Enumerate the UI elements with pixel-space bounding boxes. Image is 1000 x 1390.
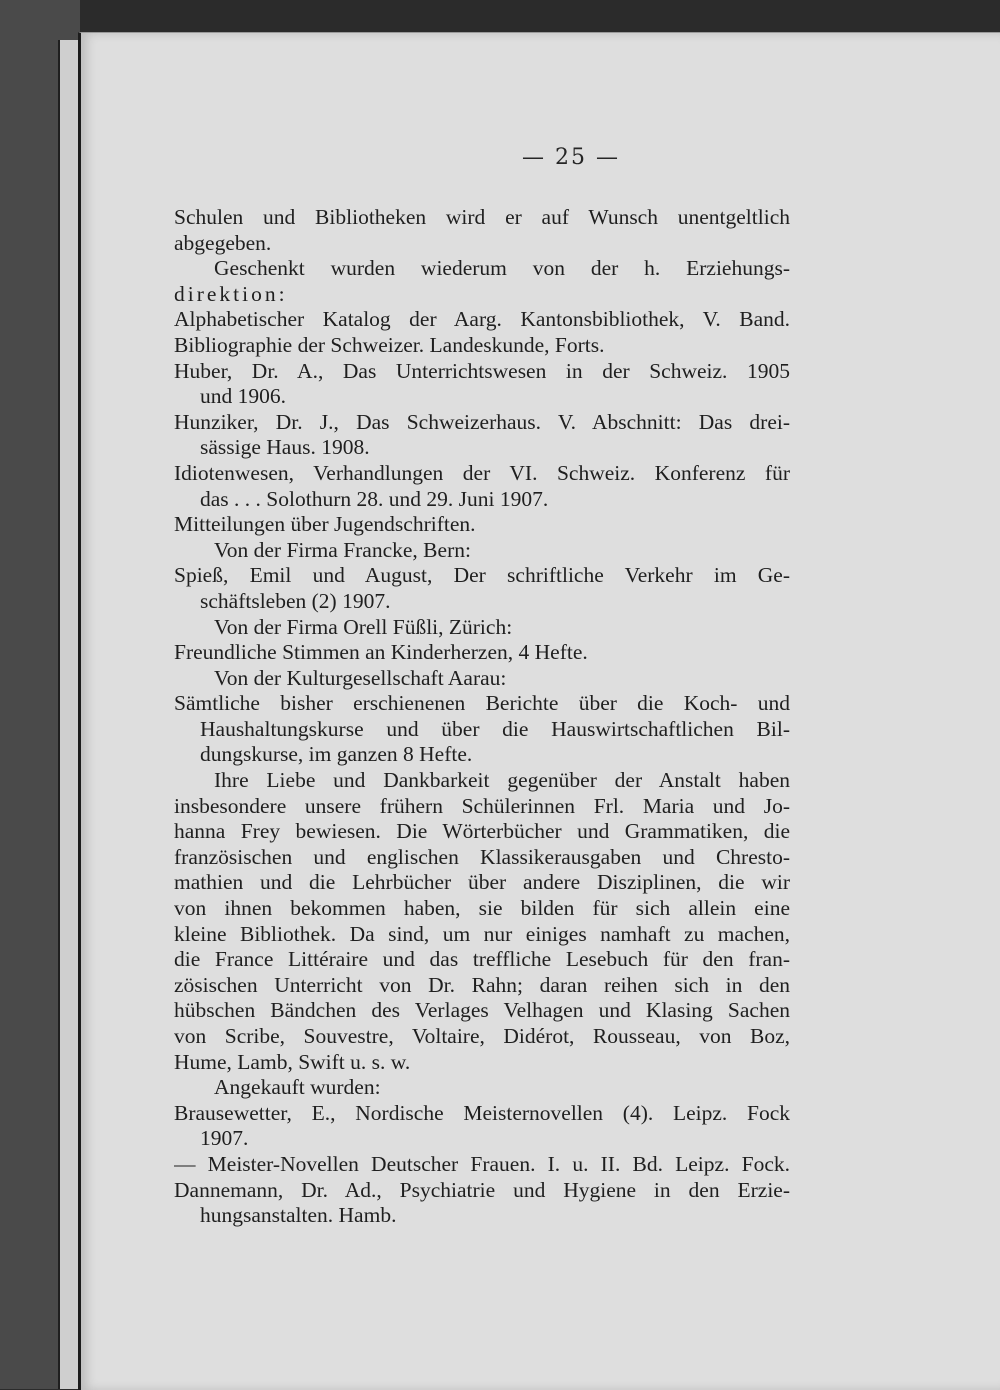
text-line: Mitteilungen über Jugendschriften. (174, 512, 476, 537)
text-line: Bibliographie der Schweizer. Landeskunde, Forts. (174, 332, 605, 357)
text-line: das . . . Solothurn 28. und 29. Juni 1907. (200, 486, 549, 511)
text-line: Schulen und Bibliotheken wird er auf Wunsch unentgeltlich (174, 205, 790, 229)
text-line: die France Littéraire und das treffliche Lesebuch für den fran- (174, 947, 790, 972)
text-line: Angekauft wurden: (214, 1075, 381, 1100)
text-line: hübschen Bändchen des Verlages Velhagen und Klasing Sachen (174, 998, 790, 1023)
text-line: Huber, Dr. A., Das Unterrichtswesen in der Schweiz. 1905 (174, 358, 790, 383)
text-line: zösischen Unterricht von Dr. Rahn; daran reihen sich in den (174, 972, 790, 997)
text-line: Sämtliche bisher erschienenen Berichte über die Koch- und (174, 691, 790, 716)
text-line: französischen und englischen Klassikerausgaben und Chresto- (174, 844, 790, 869)
text-line: Freundliche Stimmen an Kinderherzen, 4 Hefte. (174, 640, 588, 665)
text-line: insbesondere unsere frühern Schülerinnen Frl. Maria und Jo- (174, 793, 790, 818)
text-line: Spieß, Emil und August, Der schriftliche Verkehr im Ge- (174, 563, 790, 588)
text-line: hungsanstalten. Hamb. (200, 1203, 397, 1228)
book-page (78, 32, 1000, 1390)
text-line: schäftsleben (2) 1907. (200, 588, 391, 613)
text-line: abgegeben. (174, 230, 272, 255)
text-line: Von der Kulturgesellschaft Aarau: (214, 665, 507, 690)
text-line: Brausewetter, E., Nordische Meisternovellen (4). Leipz. Fock (174, 1100, 790, 1125)
text-line: Dannemann, Dr. Ad., Psychiatrie und Hygiene in den Erzie- (174, 1177, 790, 1202)
text-line: Idiotenwesen, Verhandlungen der VI. Schweiz. Konferenz für (174, 460, 790, 485)
text-line: Geschenkt wurden wiederum von der h. Erziehungs- (214, 256, 790, 281)
text-line: Von der Firma Orell Füßli, Zürich: (214, 614, 513, 639)
page-text (174, 205, 790, 1229)
text-line: 1907. (200, 1126, 249, 1151)
text-line: — Meister-Novellen Deutscher Frauen. I. u. II. Bd. Leipz. Fock. (174, 1151, 790, 1176)
text-line: kleine Bibliothek. Da sind, um nur einiges namhaft zu machen, (174, 921, 790, 946)
text-line: sässige Haus. 1908. (200, 435, 370, 460)
page-number: — 25 — (522, 145, 620, 170)
text-line: Ihre Liebe und Dankbarkeit gegenüber der Anstalt haben (214, 768, 790, 793)
text-line: Haushaltungskurse und über die Hauswirtschaftlichen Bil- (200, 716, 790, 741)
text-line: hanna Frey bewiesen. Die Wörterbücher und Grammatiken, die (174, 819, 790, 844)
text-line: und 1906. (200, 384, 286, 409)
text-line: Hunziker, Dr. J., Das Schweizerhaus. V. Abschnitt: Das drei- (174, 409, 790, 434)
text-line: Alphabetischer Katalog der Aarg. Kantonsbibliothek, V. Band. (174, 307, 790, 332)
text-line: Hume, Lamb, Swift u. s. w. (174, 1049, 411, 1074)
text-line: von ihnen bekommen haben, sie bilden für sich allein eine (174, 896, 790, 921)
text-line: Von der Firma Francke, Bern: (214, 537, 471, 562)
text-line: direktion: (174, 281, 288, 306)
text-line: von Scribe, Souvestre, Voltaire, Didérot, Rousseau, von Boz, (174, 1024, 790, 1048)
text-line: dungskurse, im ganzen 8 Hefte. (200, 742, 473, 767)
text-line: mathien und die Lehrbücher über andere Disziplinen, die wir (174, 870, 790, 895)
